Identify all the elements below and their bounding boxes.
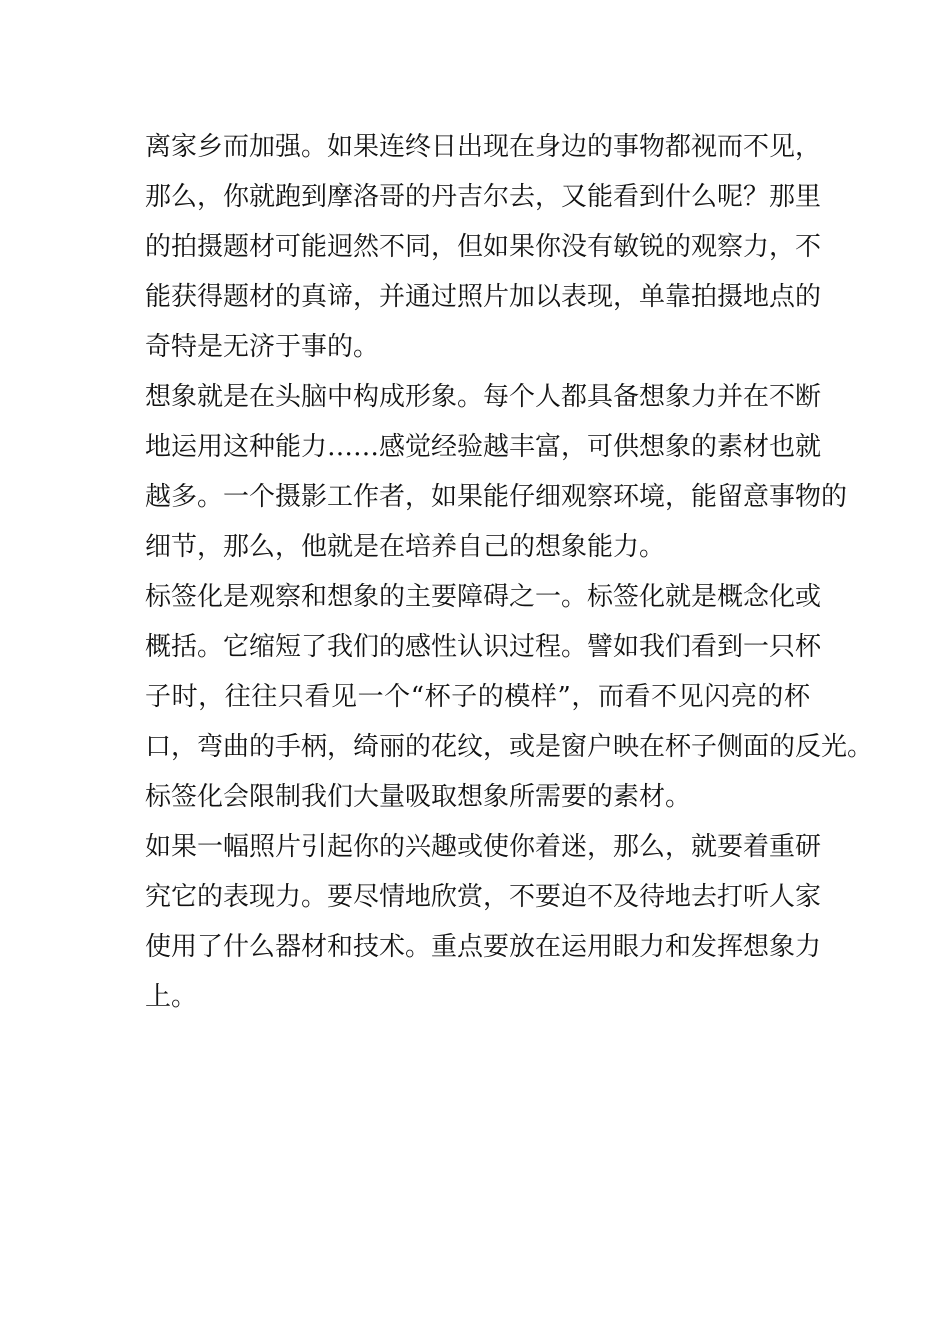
text-line: 离家乡而加强。如果连终日出现在身边的事物都视而不见，	[145, 132, 822, 162]
text-line: 想象就是在头脑中构成形象。每个人都具备想象力并在不断	[145, 382, 822, 412]
text-line: 如果一幅照片引起你的兴趣或使你着迷，那么，就要着重研	[145, 832, 822, 862]
text-line: 奇特是无济于事的。	[145, 332, 380, 362]
text-line: 究它的表现力。要尽情地欣赏，不要迫不及待地去打听人家	[145, 882, 822, 912]
text-line: 口，弯曲的手柄，绮丽的花纹，或是窗户映在杯子侧面的反光。	[145, 732, 874, 762]
document-body	[145, 122, 874, 1022]
text-line: 那么，你就跑到摩洛哥的丹吉尔去，又能看到什么呢？那里	[145, 182, 822, 212]
text-line: 越多。一个摄影工作者，如果能仔细观察环境，能留意事物的	[145, 482, 848, 512]
text-line: 子时，往往只看见一个“杯子的模样”，而看不见闪亮的杯	[145, 682, 810, 712]
text-line: 地运用这种能力……感觉经验越丰富，可供想象的素材也就	[145, 432, 822, 462]
text-line: 标签化会限制我们大量吸取想象所需要的素材。	[145, 782, 692, 812]
text-line: 标签化是观察和想象的主要障碍之一。标签化就是概念化或	[145, 582, 822, 612]
text-line: 概括。它缩短了我们的感性认识过程。譬如我们看到一只杯	[145, 632, 822, 662]
text-line: 的拍摄题材可能迥然不同，但如果你没有敏锐的观察力，不	[145, 232, 822, 262]
text-line: 使用了什么器材和技术。重点要放在运用眼力和发挥想象力	[145, 932, 822, 962]
text-line: 能获得题材的真谛，并通过照片加以表现，单靠拍摄地点的	[145, 282, 822, 312]
text-line: 上。	[145, 982, 198, 1012]
text-line: 细节，那么，他就是在培养自己的想象能力。	[145, 532, 666, 562]
